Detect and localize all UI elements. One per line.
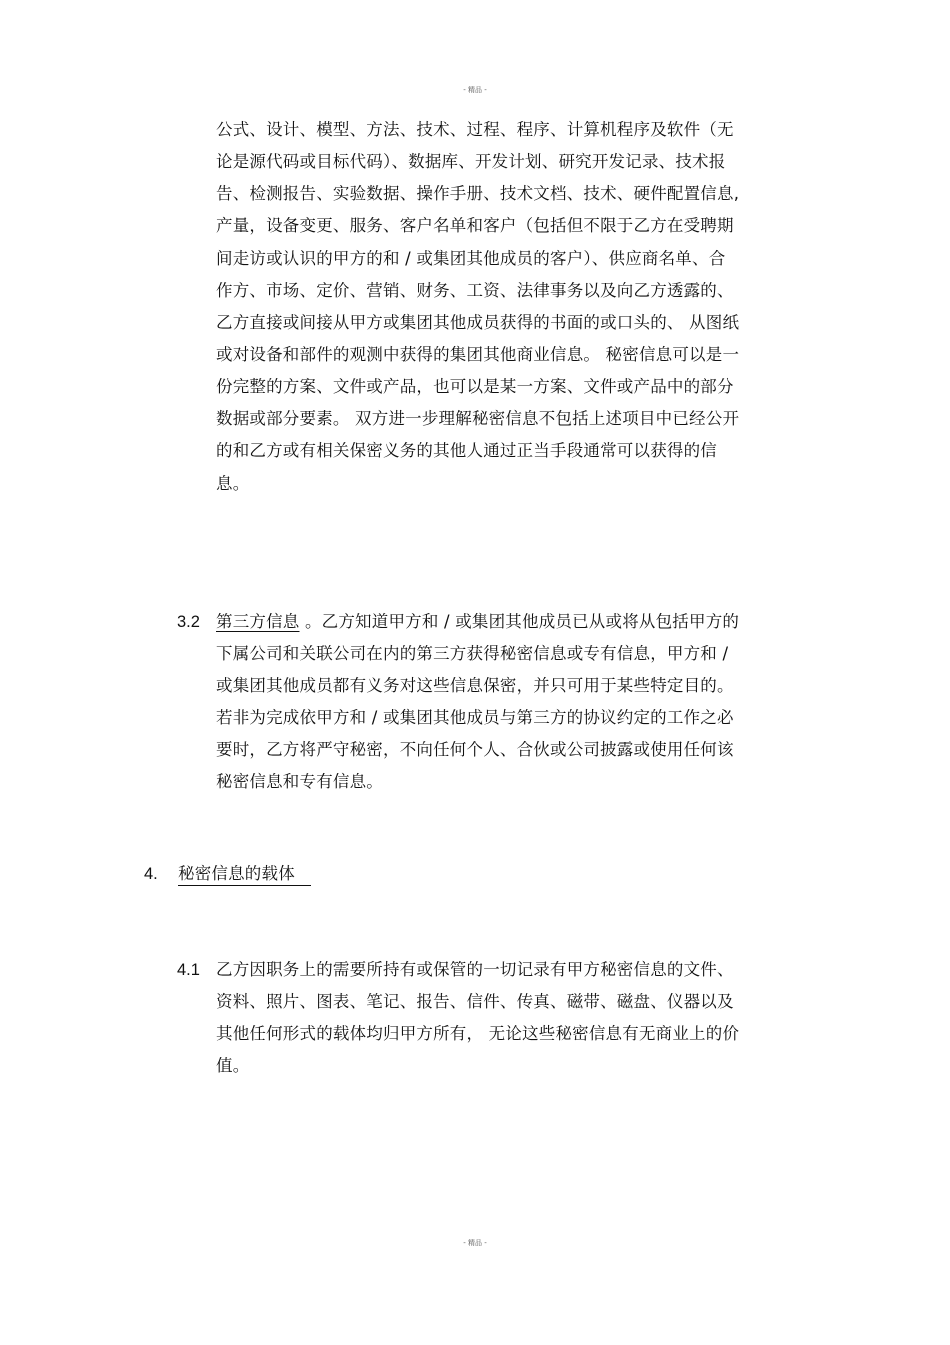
text-line: 或对设备和部件的观测中获得的集团其他商业信息。 秘密信息可以是一 [216, 345, 740, 364]
text-line: 的和乙方或有相关保密义务的其他人通过正当手段通常可以获得的信 [216, 441, 717, 460]
text-line: 告、检测报告、实验数据、操作手册、技术文档、技术、硬件配置信息, [216, 184, 740, 203]
text-line: 资料、照片、图表、笔记、报告、信件、传真、磁带、磁盘、仪器以及 [216, 992, 734, 1011]
text-line: 秘密信息和专有信息。 [216, 772, 383, 791]
text-line: 其他任何形式的载体均归甲方所有， 无论这些秘密信息有无商业上的价 [216, 1024, 740, 1043]
section-number: 4. [144, 865, 158, 883]
text-line: 要时，乙方将严守秘密，不向任何个人、合伙或公司披露或使用任何该 [216, 740, 734, 759]
text-line: 数据或部分要素。 双方进一步理解秘密信息不包括上述项目中已经公开 [216, 409, 740, 428]
text-line: 。乙方知道甲方和 / 或集团其他成员已从或将从包括甲方的 [299, 612, 740, 631]
text-line: 产量，设备变更、服务、客户名单和客户（包括但不限于乙方在受聘期 [216, 216, 734, 235]
page-footer-mark: - 精品 - [463, 1239, 487, 1247]
text-line: 乙方直接或间接从甲方或集团其他成员获得的书面的或口头的、 从图纸 [216, 313, 740, 332]
text-line: 若非为完成依甲方和 / 或集团其他成员与第三方的协议约定的工作之必 [216, 708, 734, 727]
text-line: 息。 [216, 474, 250, 493]
section-title: 第三方信息 [216, 612, 300, 631]
page-header-mark: - 精品 - [463, 86, 487, 94]
section-title: 秘密信息的载体 [178, 864, 295, 883]
heading-underline [178, 885, 311, 886]
text-line: 或集团其他成员都有义务对这些信息保密，并只可用于某些特定目的。 [216, 676, 734, 695]
text-line: 乙方因职务上的需要所持有或保管的一切记录有甲方秘密信息的文件、 [216, 960, 734, 979]
text-line: 公式、设计、模型、方法、技术、过程、程序、计算机程序及软件（无 [216, 120, 734, 139]
text-line: 份完整的方案、文件或产品，也可以是某一方案、文件或产品中的部分 [216, 377, 734, 396]
section-number: 4.1 [177, 961, 200, 979]
section-number: 3.2 [177, 613, 200, 631]
text-line: 间走访或认识的甲方的和 / 或集团其他成员的客户）、供应商名单、合 [216, 249, 726, 268]
text-line: 论是源代码或目标代码）、数据库、开发计划、研究开发记录、技术报 [216, 152, 726, 171]
text-line: 值。 [216, 1056, 250, 1075]
text-line: 作方、市场、定价、营销、财务、工资、法律事务以及向乙方透露的、 [216, 281, 734, 300]
text-line: 下属公司和关联公司在内的第三方获得秘密信息或专有信息，甲方和 / [216, 644, 729, 663]
section-first-line [216, 612, 739, 632]
